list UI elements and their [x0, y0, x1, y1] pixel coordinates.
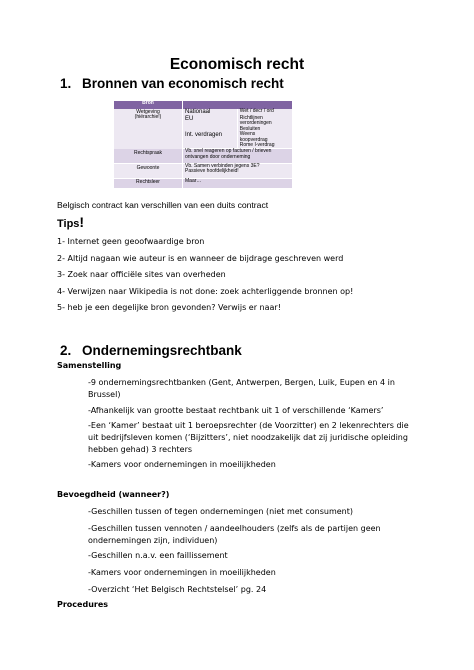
section-1-number: 1. — [60, 76, 72, 91]
tip-item: 5- heb je een degelijke bron gevonden? Verwijs er naar! — [57, 303, 281, 312]
tips-heading — [57, 214, 84, 230]
table-cell-gewoonte-detail: Vb. Samen verbinden jegens 3E? Passieve hoofdelijkheid! — [183, 163, 293, 178]
samenstelling-label: Samenstelling — [57, 361, 122, 370]
samenstelling-item: -9 ondernemingsrechtbanken (Gent, Antwerpen, Bergen, Luik, Eupen en 4 in Brussel) — [88, 378, 395, 399]
samenstelling-item: -Een ‘Kamer’ bestaat uit 1 beroepsrechter (de Voorzitter) en 2 lekenrechters die uit bedrijfsleven komen (‘Bijzitters’, niet noodzakelijk dat zij juridische opleiding hebben gehad) 3 rechters — [88, 421, 409, 454]
table-cell-rechtspraak-detail: Vb. snel reageren op facturen / brieven ontvangen door onderneming — [183, 149, 293, 164]
tip-item: 2- Altijd nagaan wie auteur is en wanneer de bijdrage geschreven werd — [57, 254, 344, 263]
bevoegdheid-item: -Geschillen tussen vennoten / aandeelhouders (zelfs als de partijen geen ondernemingen zijn, individuen) — [88, 524, 381, 545]
document-title: Economisch recht — [169, 56, 305, 73]
tip-item: 4- Verwijzen naar Wikipedia is not done: zoek achterliggende bronnen op! — [57, 287, 354, 296]
samenstelling-item: -Kamers voor ondernemingen in moeilijkheden — [88, 460, 276, 469]
samenstelling-item: -Afhankelijk van grootte bestaat rechtbank uit 1 of verschillende ‘Kamers’ — [88, 406, 384, 415]
table-cell-nationaal: Nationaal — [183, 109, 238, 116]
tips-label: Tips — [57, 218, 80, 230]
section-2-number: 2. — [60, 343, 72, 358]
bevoegdheid-item: -Kamers voor ondernemingen in moeilijkheden — [88, 568, 276, 577]
table-cell-wetgeving: Wetgeving (hiërarchie!) — [114, 109, 183, 149]
table-cell-rechtspraak: Rechtspraak — [114, 149, 183, 164]
table-cell-int-verdragen-detail: Weens koopverdrag Rome I-verdrag — [237, 132, 292, 149]
table-header: Bron — [114, 101, 183, 109]
table-cell-rechtsleer: Rechtsleer — [114, 178, 183, 188]
table-cell-rechtsleer-detail: Maar… — [185, 177, 202, 184]
tip-item: 3- Zoek naar officiële sites van overheden — [57, 270, 226, 279]
section-1-heading — [60, 76, 284, 91]
bevoegdheid-item: -Geschillen tussen of tegen ondernemingen (niet met consument) — [88, 507, 354, 516]
procedures-label: Procedures — [57, 600, 109, 609]
bevoegdheid-label: Bevoegdheid (wanneer?) — [57, 490, 170, 499]
note-text: Belgisch contract kan verschillen van een duits contract — [57, 200, 269, 210]
bevoegdheid-item: -Geschillen n.a.v. een faillissement — [88, 551, 228, 560]
tips-exclamation: ! — [79, 214, 85, 230]
table-cell-gewoonte: Gewoonte — [114, 163, 183, 178]
section-1-title: Bronnen van economisch recht — [82, 76, 284, 91]
bevoegdheid-item: -Overzicht ‘Het Belgisch Rechtstelsel’ pg. 24 — [88, 585, 267, 594]
tip-item: 1- Internet geen geoofwaardige bron — [57, 237, 205, 246]
sources-table — [114, 101, 292, 188]
table-cell-int-verdragen: Int. verdragen — [183, 132, 238, 149]
table-cell-eu: EU — [183, 116, 238, 132]
table-cell-nationaal-detail: Wet / decr / ord — [239, 108, 274, 114]
section-2-heading — [60, 343, 242, 358]
section-2-title: Ondernemingsrechtbank — [82, 343, 242, 358]
table-cell-eu-detail: Richtlijnen verordeningen Besluiten — [239, 115, 272, 132]
